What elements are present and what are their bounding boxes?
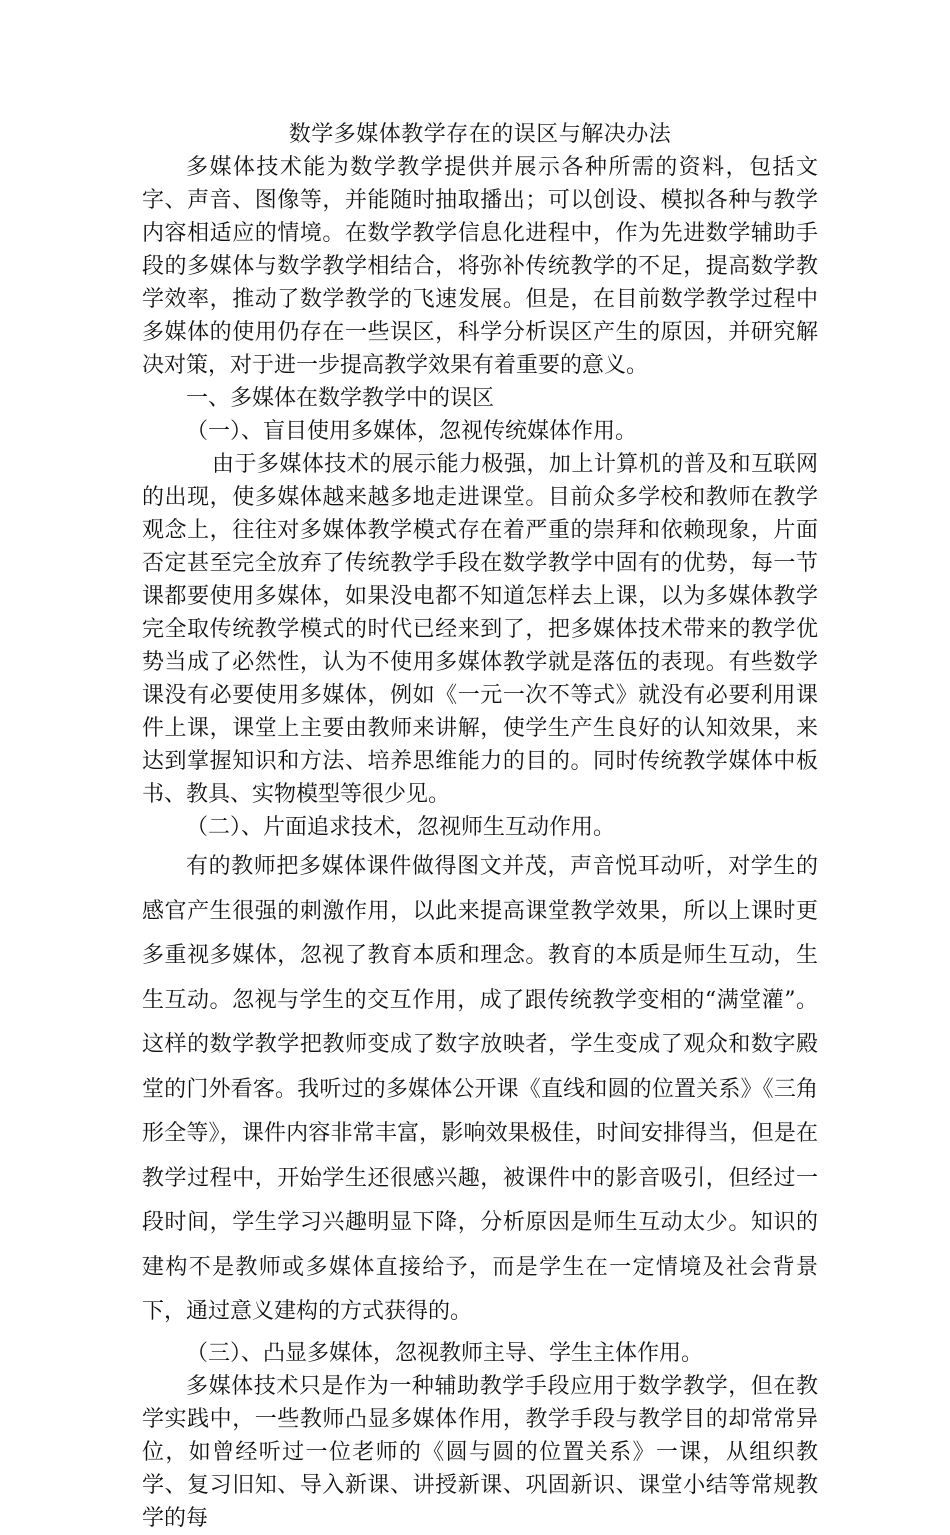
section-heading-1: 一、多媒体在数学教学中的误区 (186, 386, 495, 411)
subsection-heading-3: （三）、凸显多媒体，忽视教师主导、学生主体作用。 (186, 1340, 704, 1366)
subsection-heading-1: （一）、盲目使用多媒体，忽视传统媒体作用。 (186, 419, 638, 444)
subsection-body-2: 有的教师把多媒体课件做得图文并茂，声音悦耳动听，对学生的感官产生很强的刺激作用，以此来提高课堂教学效果，所以上课时更多重视多媒体，忽视了教育本质和理念。教育的本质是师生互动，生生互动。忽视与学生的交互作用，成了跟传统教学变相的“满堂灌”。这样的数学教学把教师变成了数字放映者，学生变成了观众和数字殿堂的门外看客。我听过的多媒体公开课《直线和圆的位置关系》《三角形全等》，课件内容非常丰富，影响效果极佳，时间安排得当，但是在教学过程中，开始学生还很感兴趣，被课件中的影音吸引，但经过一段时间，学生学习兴趣明显下降，分析原因是师生互动太少。知识的建构不是教师或多媒体直接给予，而是学生在一定情境及社会背景下，通过意义建构的方式获得的。 (142, 854, 818, 1324)
intro-paragraph: 多媒体技术能为数学教学提供并展示各种所需的资料，包括文字、声音、图像等，并能随时抽取播出；可以创设、模拟各种与教学内容相适应的情境。在数学教学信息化进程中，作为先进数学辅助手段的多媒体与数学教学相结合，将弥补传统教学的不足，提高数学教学效率，推动了数学教学的飞速发展。但是，在目前数学教学过程中多媒体的使用仍存在一些误区，科学分析误区产生的原因，并研究解决对策，对于进一步提高教学效果有着重要的意义。 (142, 155, 818, 378)
subsection-heading-2: （二）、片面追求技术，忽视师生互动作用。 (186, 815, 616, 840)
document-title: 数学多媒体教学存在的误区与解决办法 (288, 122, 672, 147)
subsection-body-1: 由于多媒体技术的展示能力极强，加上计算机的普及和互联网的出现，使多媒体越来越多地走进课堂。目前众多学校和教师在教学观念上，往往对多媒体教学模式存在着严重的崇拜和依赖现象，片面否定甚至完全放弃了传统教学手段在数学教学中固有的优势，每一节课都要使用多媒体，如果没电都不知道怎样去上课，以为多媒体教学完全取传统教学模式的时代已经来到了，把多媒体技术带来的教学优势当成了必然性，认为不使用多媒体教学就是落伍的表现。有些数学课没有必要使用多媒体，例如《一元一次不等式》就没有必要利用课件上课，课堂上主要由教师来讲解，使学生产生良好的认知效果，来达到掌握知识和方法、培养思维能力的目的。同时传统教学媒体中板书、教具、实物模型等很少见。 (142, 452, 818, 807)
document-page (142, 118, 818, 1535)
subsection-body-3: 多媒体技术只是作为一种辅助教学手段应用于数学教学，但在教学实践中，一些教师凸显多媒体作用，教学手段与教学目的却常常异位，如曾经听过一位老师的《圆与圆的位置关系》一课，从组织教学、复习旧知、导入新课、讲授新课、巩固新识、课堂小结等常规教学的每 (142, 1373, 818, 1531)
